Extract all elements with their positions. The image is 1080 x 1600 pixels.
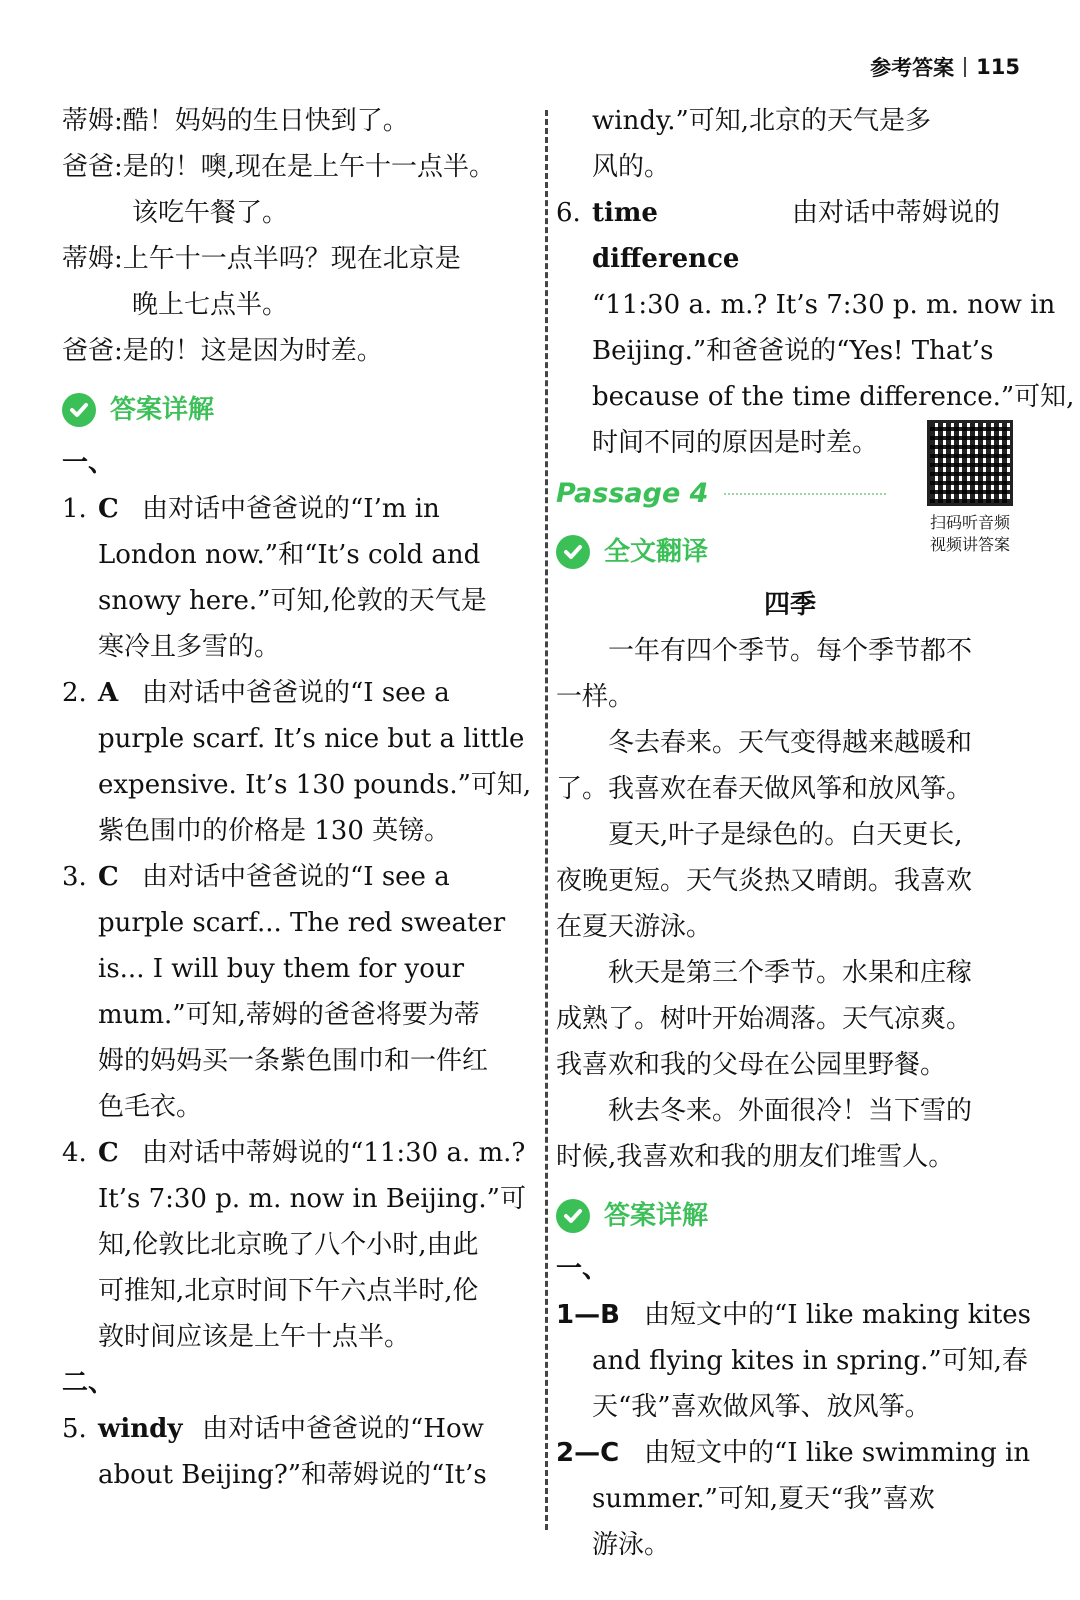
dialogue-line: 爸爸:是的！噢,现在是上午十一点半。 — [62, 152, 496, 182]
passage-dotted-rule — [724, 493, 886, 495]
item-line: 知,伦敦比北京晚了八个小时,由此 — [98, 1230, 479, 1260]
item-line: snowy here.”可知,伦敦的天气是 — [98, 586, 487, 616]
item-line: 紫色围巾的价格是 130 英镑。 — [98, 816, 451, 846]
dialogue-line: 晚上七点半。 — [132, 290, 289, 320]
paragraph-line: 了。我喜欢在春天做风筝和放风筝。 — [556, 774, 973, 804]
item-line: about Beijing?”和蒂姆说的“It’s — [98, 1460, 487, 1490]
item-line: 由对话中爸爸说的“I see a — [142, 862, 450, 892]
answer-item — [62, 1130, 526, 1176]
answer-item — [556, 1430, 1031, 1476]
item-line: 可推知,北京时间下午六点半时,伦 — [98, 1276, 479, 1306]
item-line: 由对话中爸爸说的“I’m in — [142, 494, 440, 524]
item-line: and flying kites in spring.”可知,春 — [592, 1346, 1028, 1376]
item-line: 由对话中爸爸说的“How — [202, 1414, 484, 1444]
item-number: 2—C — [556, 1438, 620, 1468]
page-header — [870, 52, 1020, 82]
item-line: purple scarf. It’s nice but a little — [98, 724, 525, 754]
item-number: 2. — [62, 678, 87, 708]
item-line: It’s 7:30 p. m. now in Beijing.”可 — [98, 1184, 526, 1214]
dialogue-line: 爸爸:是的！这是因为时差。 — [62, 336, 383, 366]
header-separator — [964, 57, 966, 77]
paragraph-line: 时候,我喜欢和我的朋友们堆雪人。 — [556, 1142, 955, 1172]
item-answer: C — [98, 1138, 119, 1168]
item-line: windy.”可知,北京的天气是多 — [592, 106, 932, 136]
item-line: “11:30 a. m.? It’s 7:30 p. m. now in — [592, 290, 1056, 320]
item-number: 5. — [62, 1414, 87, 1444]
item-line: 敦时间应该是上午十点半。 — [98, 1322, 411, 1352]
item-line: 姆的妈妈买一条紫色围巾和一件红 — [98, 1046, 489, 1076]
paragraph-line: 我喜欢和我的父母在公园里野餐。 — [556, 1050, 947, 1080]
item-number: 3. — [62, 862, 87, 892]
item-line: 由对话中蒂姆说的“11:30 a. m.? — [142, 1138, 526, 1168]
answer-item — [556, 1292, 1031, 1338]
item-line: 由短文中的“I like making kites — [644, 1300, 1031, 1330]
paragraph-line: 夏天,叶子是绿色的。白天更长, — [608, 820, 963, 850]
header-title: 参考答案 — [870, 56, 955, 80]
item-line: 由短文中的“I like swimming in — [644, 1438, 1031, 1468]
item-line: 天“我”喜欢做风筝、放风筝。 — [592, 1392, 931, 1422]
section-title: 答案详解 — [110, 395, 215, 425]
paragraph-line: 成熟了。树叶开始凋落。天气凉爽。 — [556, 1004, 973, 1034]
item-line: 风的。 — [592, 152, 671, 182]
check-icon — [62, 393, 96, 427]
part-label: 二、 — [62, 1368, 115, 1398]
part-label: 一、 — [62, 448, 115, 478]
paragraph-line: 秋天是第三个季节。水果和庄稼 — [608, 958, 973, 988]
answer-item — [62, 670, 522, 716]
item-line: London now.”和“It’s cold and — [98, 540, 481, 570]
check-icon — [556, 1199, 590, 1233]
item-number: 1. — [62, 494, 87, 524]
item-line: Beijing.”和爸爸说的“Yes! That’s — [592, 336, 994, 366]
item-line: 寒冷且多雪的。 — [98, 632, 281, 662]
paragraph-line: 一样。 — [556, 682, 635, 712]
item-answer: windy — [98, 1414, 183, 1444]
item-number: 4. — [62, 1138, 87, 1168]
item-line: purple scarf... The red sweater — [98, 908, 506, 938]
item-number: 6. — [556, 198, 581, 228]
item-line: 色毛衣。 — [98, 1092, 203, 1122]
item-answer: C — [98, 862, 119, 892]
passage-title: Passage 4 — [556, 478, 709, 509]
paragraph-line: 一年有四个季节。每个季节都不 — [608, 636, 973, 666]
item-line: 由对话中蒂姆说的 — [792, 198, 1001, 228]
right-column — [556, 98, 1075, 1568]
answer-section-heading — [62, 380, 522, 440]
page-number: 115 — [976, 55, 1020, 79]
item-line: because of the time difference.”可知, — [592, 382, 1075, 412]
item-line: mum.”可知,蒂姆的爸爸将要为蒂 — [98, 1000, 480, 1030]
left-column — [62, 98, 532, 1498]
dialogue-line: 蒂姆:上午十一点半吗？现在北京是 — [62, 244, 461, 274]
answer-section-heading — [556, 1186, 1024, 1246]
qr-code-block — [920, 420, 1020, 556]
item-line: 游泳。 — [592, 1530, 671, 1560]
item-number: 1—B — [556, 1300, 620, 1330]
paragraph-line: 冬去春来。天气变得越来越暖和 — [608, 728, 973, 758]
column-divider — [545, 110, 548, 1530]
answer-item — [556, 190, 1024, 282]
item-line: 由对话中爸爸说的“I see a — [142, 678, 450, 708]
paragraph-line: 在夏天游泳。 — [556, 912, 713, 942]
item-line: is... I will buy them for your — [98, 954, 465, 984]
answer-item — [62, 854, 522, 900]
item-answer: A — [98, 678, 119, 708]
passage-heading — [556, 466, 896, 522]
qr-caption: 视频讲答案 — [929, 535, 1010, 554]
answer-item — [62, 1406, 522, 1452]
qr-code-icon[interactable] — [927, 420, 1013, 506]
dialogue-line: 蒂姆:酷！妈妈的生日快到了。 — [62, 106, 409, 136]
item-line: expensive. It’s 130 pounds.”可知, — [98, 770, 532, 800]
chinese-title: 四季 — [763, 590, 816, 620]
check-icon — [556, 535, 590, 569]
qr-caption: 扫码听音频 — [929, 513, 1010, 532]
paragraph-line: 秋去冬来。外面很冷！当下雪的 — [608, 1096, 973, 1126]
answer-item — [62, 486, 522, 532]
item-line: 时间不同的原因是时差。 — [592, 428, 879, 458]
part-label: 一、 — [556, 1254, 609, 1284]
paragraph-line: 夜晚更短。天气炎热又晴朗。我喜欢 — [556, 866, 973, 896]
section-title: 答案详解 — [604, 1201, 709, 1231]
item-answer: C — [98, 494, 119, 524]
dialogue-line: 该吃午餐了。 — [132, 198, 289, 228]
item-line: summer.”可知,夏天“我”喜欢 — [592, 1484, 935, 1514]
section-title: 全文翻译 — [604, 537, 709, 567]
item-answer: time difference — [592, 198, 740, 274]
